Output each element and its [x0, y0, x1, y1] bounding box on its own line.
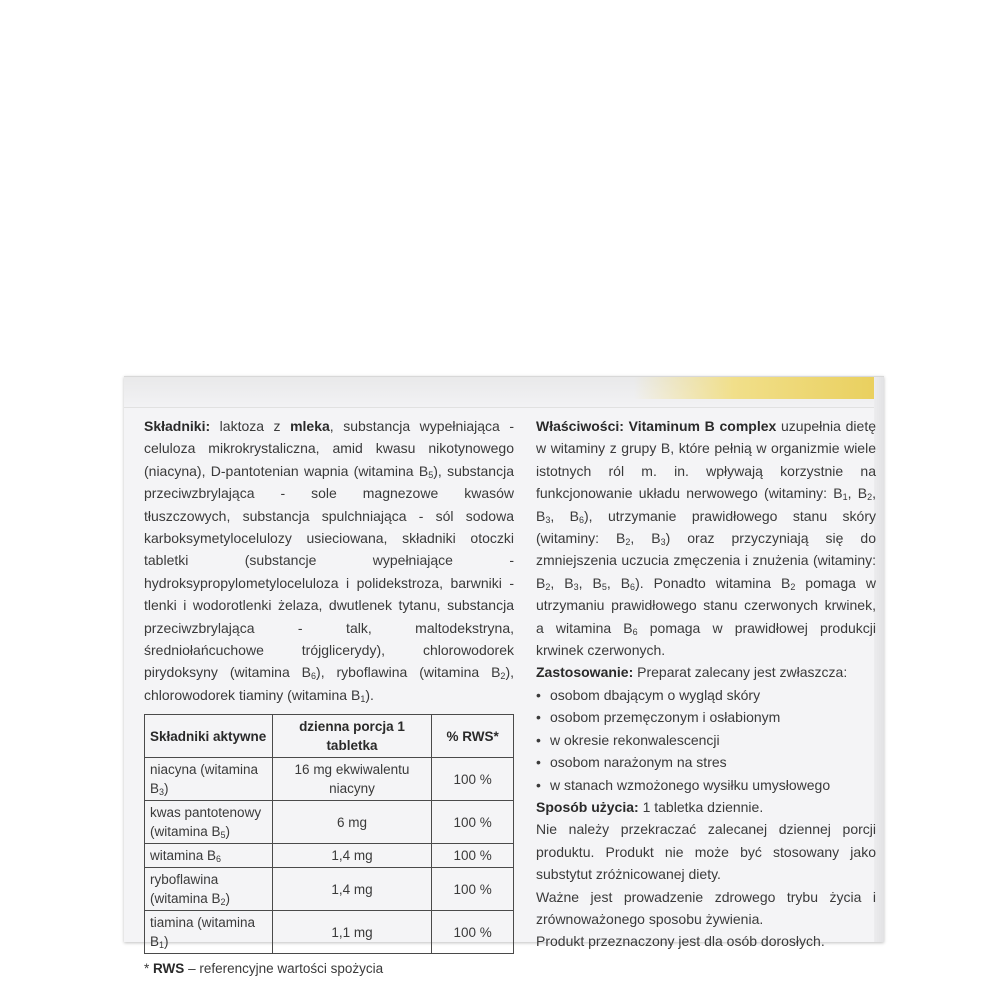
ingredient-rws: 100 %	[432, 844, 514, 868]
list-item: • w okresie rekonwalescencji	[536, 729, 876, 751]
table-row	[145, 911, 514, 954]
header-daily-dose: dzienna porcja 1 tabletka	[272, 715, 431, 758]
table-row	[145, 758, 514, 801]
header-ingredient: Składniki aktywne	[145, 715, 273, 758]
usage-heading: Zastosowanie: Preparat zalecany jest zwłaszcza:	[536, 664, 848, 681]
ingredient-rws: 100 %	[432, 911, 514, 954]
ingredients-text: ), chlorowodorek tiaminy (witamina B	[144, 664, 514, 703]
warning-text: Nie należy przekraczać zalecanej dziennej porcji produktu. Produkt nie może być stosowany jako substytut zróżnicowanej diety.	[536, 821, 876, 883]
list-item: • w stanach wzmożonego wysiłku umysłowego	[536, 774, 876, 796]
rws-footnote: * RWS – referencyjne wartości spożycia	[144, 961, 384, 977]
ingredient-dose: 1,4 mg	[272, 844, 431, 868]
list-item: • osobom przemęczonym i osłabionym	[536, 706, 876, 728]
subscript: 5	[428, 469, 434, 480]
active-ingredients-table	[144, 714, 514, 954]
subscript: 1	[360, 693, 366, 704]
ingredient-name: ryboflawina (witamina $B_2$)	[145, 868, 273, 911]
subscript: 2	[500, 671, 506, 682]
table-header-row	[145, 715, 514, 758]
properties-label: Właściwości:	[536, 418, 624, 434]
table-row	[145, 801, 514, 844]
ingredient-rws: 100 %	[432, 868, 514, 911]
ingredients-text: ).	[365, 686, 374, 703]
product-name: Vitaminum B complex	[628, 418, 777, 434]
ingredient-rws: 100 %	[432, 758, 514, 801]
ingredient-rws: 100 %	[432, 801, 514, 844]
subscript: 6	[311, 671, 317, 682]
dosage: Sposób użycia: 1 tabletka dziennie.	[536, 798, 764, 815]
ingredients-text: ), substancja przeciwzbrylająca - sole magnezowe kwasów tłuszczowych, substancja spulchniająca - sól sodowa karboksymetylocelulozy usieciowana, składniki otoczki tabletki (substancje wypełniające - hydroksypropylometyloceluloza i polidekstroza, barwniki - tlenki i wodorotlenki żelaza, dwutlenek tytanu, substancja przeciwzbrylająca - talk, maltodekstryna, średniołańcuchowe trójglicerydy), chlorowodorek pirydoksyny (witamina B	[144, 462, 514, 681]
box-top-flap	[124, 377, 884, 408]
adults-only-text: Produkt przeznaczony jest dla osób dorosłych.	[536, 933, 825, 950]
ingredients-paragraph	[144, 415, 514, 706]
table-row	[145, 844, 514, 868]
lifestyle-text: Ważne jest prowadzenie zdrowego trybu życia i zrównoważonego sposobu żywienia.	[536, 888, 876, 927]
ingredient-dose: 1,1 mg	[272, 911, 431, 954]
ingredients-label: Składniki:	[144, 418, 211, 434]
allergen-milk: mleka	[290, 418, 330, 434]
ingredient-name: niacyna (witamina $B_3$)	[145, 758, 273, 801]
usage-list	[536, 684, 876, 796]
ingredient-name: tiamina (witamina $B_1$)	[145, 911, 273, 954]
ingredient-dose: 6 mg	[272, 801, 431, 844]
header-rws: % RWS*	[432, 715, 514, 758]
product-box-back	[124, 376, 884, 977]
table-row	[145, 868, 514, 911]
right-column	[536, 415, 876, 953]
ingredients-text: , substancja wypełniająca - celuloza mikrokrystaliczna, amid kwasu nikotynowego (niacyna), D-pantotenian wapnia (witamina B	[144, 418, 515, 479]
ingredient-name: witamina $B_6$	[145, 844, 273, 868]
ingredients-text: laktoza z	[219, 418, 281, 434]
ingredient-dose: 16 mg ekwiwalentu niacyny	[272, 758, 431, 801]
ingredients-text: ), ryboflawina (witamina B	[316, 664, 501, 681]
properties-paragraph: Właściwości: Vitaminum B complex uzupełnia dietę w witaminy z grupy B, które pełnią w organizmie wiele istotnych ról m. in. wpływają korzystnie na funkcjonowanie układu nerwowego (witaminy: $B_1$, $B_2$, $B_3$, $B_6$), utrzymanie prawidłowego stanu skóry (witaminy: $B_2$, $B_3$) oraz przyczyniają się do zmniejszenia uczucia zmęczenia i znużenia (witaminy: $B_2$, $B_3$, $B_5$, $B_6$). Ponadto witamina $B_2$ pomaga w utrzymaniu prawidłowego stanu czerwonych krwinek, a witamina $B_6$ pomaga w prawidłowej produkcji krwinek czerwonych.	[536, 418, 877, 659]
list-item: • osobom narażonym na stres	[536, 751, 876, 773]
gold-stripe	[634, 377, 884, 399]
list-item: • osobom dbającym o wygląd skóry	[536, 684, 876, 706]
ingredient-dose: 1,4 mg	[272, 868, 431, 911]
left-column	[144, 415, 514, 981]
ingredient-name: kwas pantotenowy (witamina $B_5$)	[145, 801, 273, 844]
